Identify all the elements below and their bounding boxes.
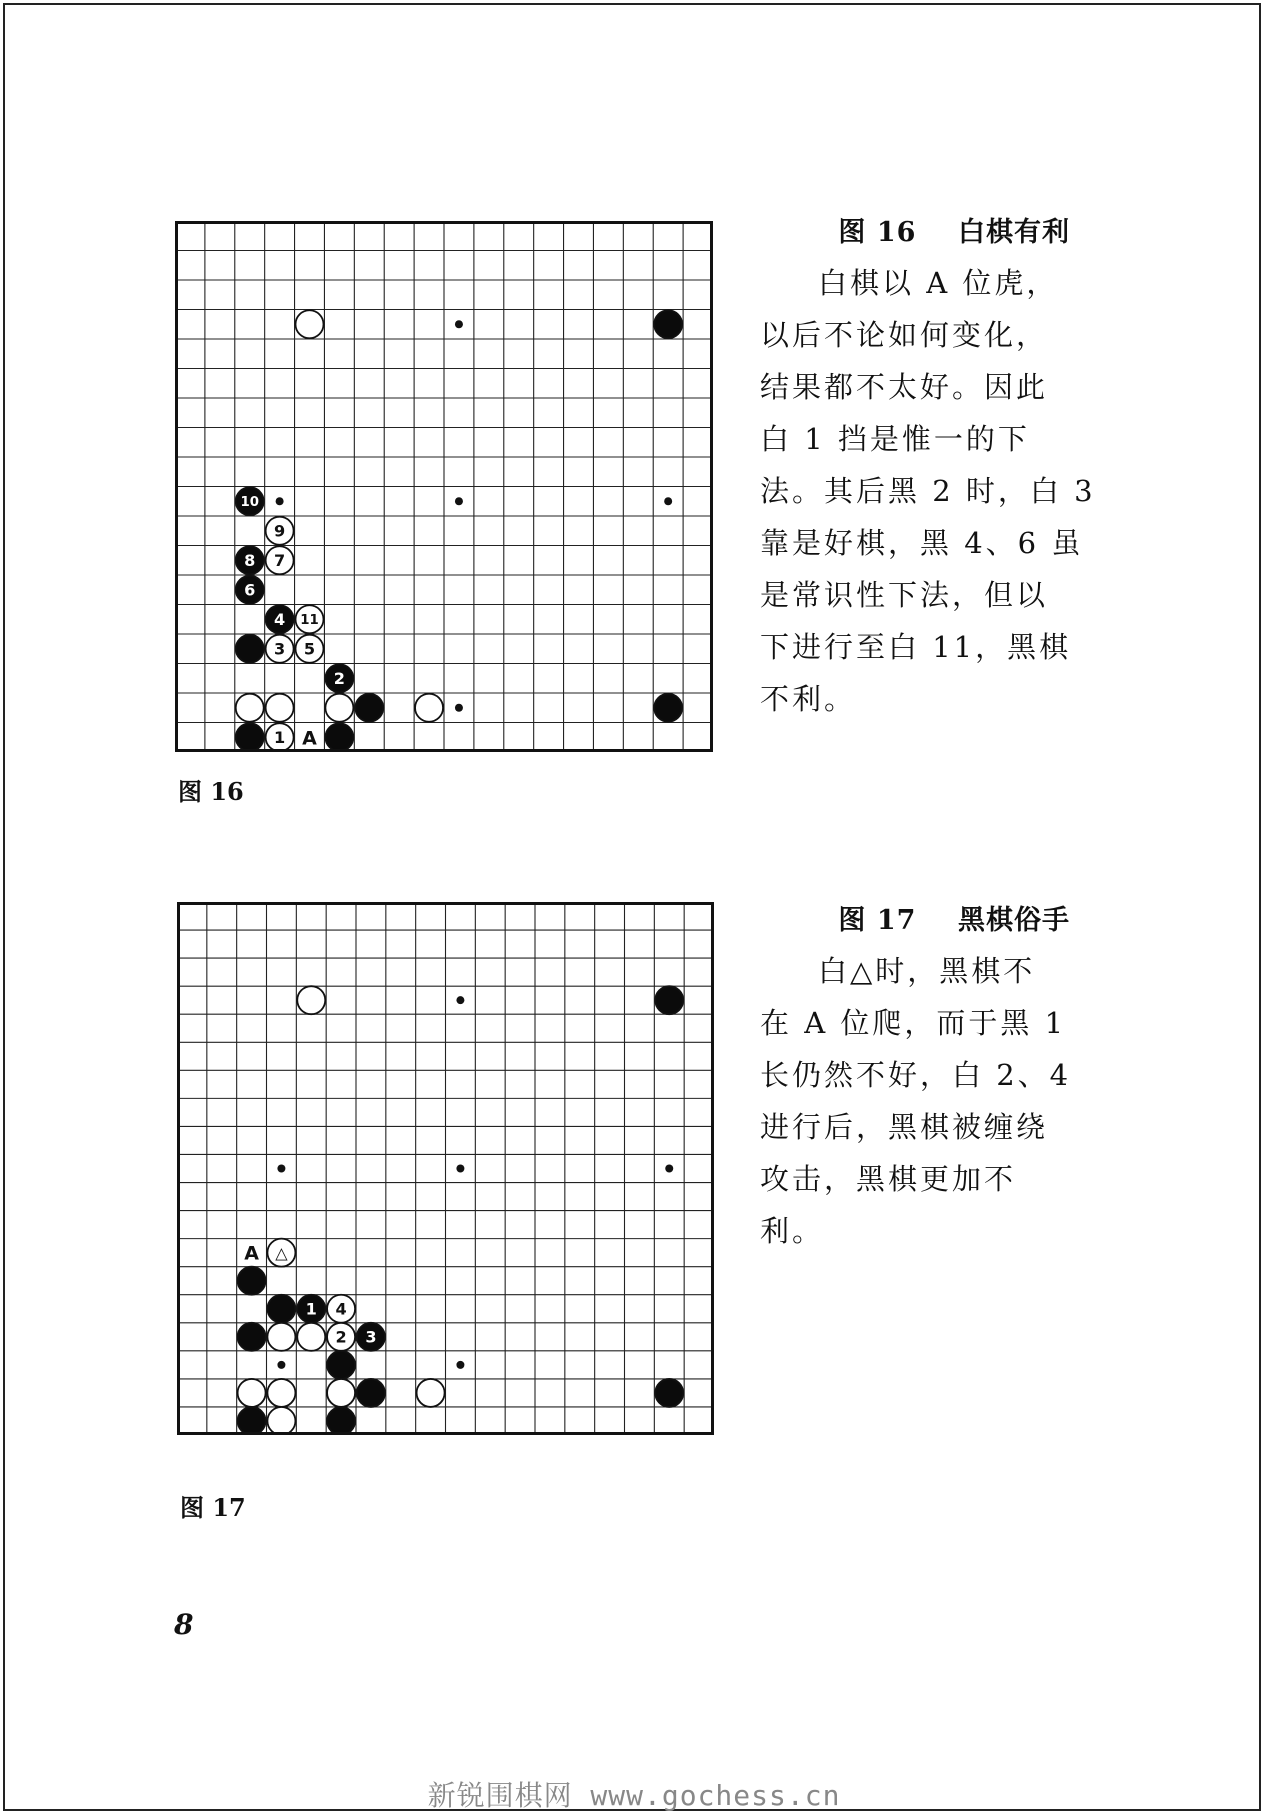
stone-label: 1 [274,728,286,748]
star-point [456,1361,464,1369]
white-stone [238,1379,266,1407]
caption-line: 是常识性下法，但以 [760,578,1049,612]
stone-label: 8 [244,551,256,571]
white-stone [327,1379,355,1407]
stone-label: 2 [335,1327,347,1347]
caption-body-16 [760,257,1096,725]
white-stone [267,1379,295,1407]
caption-line: 不利。 [760,682,857,716]
stone-circle [325,694,353,722]
star-point [277,1165,285,1173]
black-stone [266,605,294,633]
star-point [455,320,463,328]
white-stone [296,605,324,633]
white-stone [266,694,294,722]
caption-line: 白△时，黑棋不 [818,954,1036,988]
black-stone [325,664,353,692]
black-stone [355,694,383,722]
stone-circle [267,1379,295,1407]
white-stone [325,694,353,722]
white-stone [415,694,443,722]
stone-circle [655,1379,683,1407]
stone-circle [267,1407,295,1435]
caption-line: 白棋以 A 位虎， [818,266,1059,300]
stone-label: 3 [365,1327,377,1347]
stone-label: 4 [335,1299,347,1319]
stone-label: 11 [300,613,319,629]
black-stone [654,694,682,722]
stone-label: 6 [244,580,256,600]
stone-label: △ [275,1243,288,1263]
stone-circle [327,1351,355,1379]
black-stone [236,576,264,604]
white-stone [297,1323,325,1351]
white-stone [267,1239,295,1267]
stone-circle [415,694,443,722]
stone-label: 3 [274,639,286,659]
white-stone [327,1323,355,1351]
stone-label: 10 [240,495,259,511]
black-stone [327,1407,355,1435]
caption-fig16 [760,210,1096,725]
stone-circle [327,1407,355,1435]
black-stone [238,1407,266,1435]
black-stone [327,1351,355,1379]
white-stone [267,1407,295,1435]
caption-line: 攻击，黑棋更加不 [760,1162,1017,1196]
caption-fig17 [760,898,1070,1257]
caption-line: 结果都不太好。因此 [760,370,1049,404]
white-stone [296,635,324,663]
caption-line: 下进行至白 11，黑棋 [760,630,1072,664]
caption-line: 利。 [760,1214,825,1248]
white-stone [327,1295,355,1323]
go-board-fig17 [177,902,714,1435]
black-stone [297,1295,325,1323]
black-stone [357,1323,385,1351]
go-board-fig16 [175,221,713,752]
stone-circle [236,694,264,722]
black-stone [236,723,264,751]
white-stone [267,1323,295,1351]
black-stone [325,723,353,751]
board-svg [175,221,713,752]
stone-circle [654,310,682,338]
caption-line: 法。其后黑 2 时，白 3 [760,474,1096,508]
stone-circle [296,310,324,338]
white-stone [266,546,294,574]
stone-circle [654,694,682,722]
caption-line: 靠是好棋，黑 4、6 虽 [760,526,1084,560]
stone-label: 2 [333,669,345,689]
caption-body-17 [760,945,1070,1257]
black-stone [655,1379,683,1407]
star-point [277,1361,285,1369]
stone-label: 5 [303,639,316,659]
stone-circle [238,1323,266,1351]
caption-line: 长仍然不好，白 2、4 [760,1058,1072,1092]
star-point [664,497,672,505]
stone-circle [266,694,294,722]
white-stone [236,694,264,722]
point-letter: A [244,1242,259,1265]
black-stone [357,1379,385,1407]
black-stone [236,487,264,515]
black-stone [267,1295,295,1323]
star-point [276,497,284,505]
star-point [665,1165,673,1173]
caption-title-17: 图 17 黑棋俗手 [838,905,1070,936]
stone-circle [417,1379,445,1407]
stone-circle [325,723,353,751]
white-stone [296,310,324,338]
stone-circle [655,986,683,1014]
board-svg [177,902,714,1435]
stone-circle [238,1379,266,1407]
caption-line: 以后不论如何变化， [760,318,1049,352]
white-stone [297,986,325,1014]
stone-circle [327,1379,355,1407]
caption-line: 进行后，黑棋被缠绕 [760,1110,1049,1144]
stone-circle [236,635,264,663]
point-letter: A [302,727,317,750]
white-stone [266,517,294,545]
stone-circle [236,723,264,751]
star-point [456,996,464,1004]
stone-circle [238,1267,266,1295]
black-stone [236,546,264,574]
white-stone [266,723,294,751]
black-stone [236,635,264,663]
stone-circle [238,1407,266,1435]
stone-circle [297,1323,325,1351]
star-point [455,704,463,712]
black-stone [654,310,682,338]
black-stone [238,1267,266,1295]
white-stone [266,635,294,663]
stone-circle [267,1323,295,1351]
star-point [455,497,463,505]
stone-label: 9 [274,521,286,541]
page-number: 8 [174,1608,194,1641]
figure-label-17: 图 17 [180,1493,246,1522]
caption-line: 白 1 挡是惟一的下 [760,422,1030,456]
stone-label: 4 [274,610,286,630]
stone-circle [297,986,325,1014]
stone-label: 7 [274,551,286,571]
caption-title-16: 图 16 白棋有利 [838,217,1070,248]
stone-circle [357,1379,385,1407]
stone-circle [267,1295,295,1323]
stone-circle [355,694,383,722]
figure-label-16: 图 16 [178,777,244,806]
black-stone [238,1323,266,1351]
star-point [456,1165,464,1173]
caption-line: 在 A 位爬，而于黑 1 [760,1006,1067,1040]
watermark: 新锐围棋网 www.gochess.cn [427,1779,841,1812]
black-stone [655,986,683,1014]
white-stone [417,1379,445,1407]
stone-label: 1 [305,1299,317,1319]
